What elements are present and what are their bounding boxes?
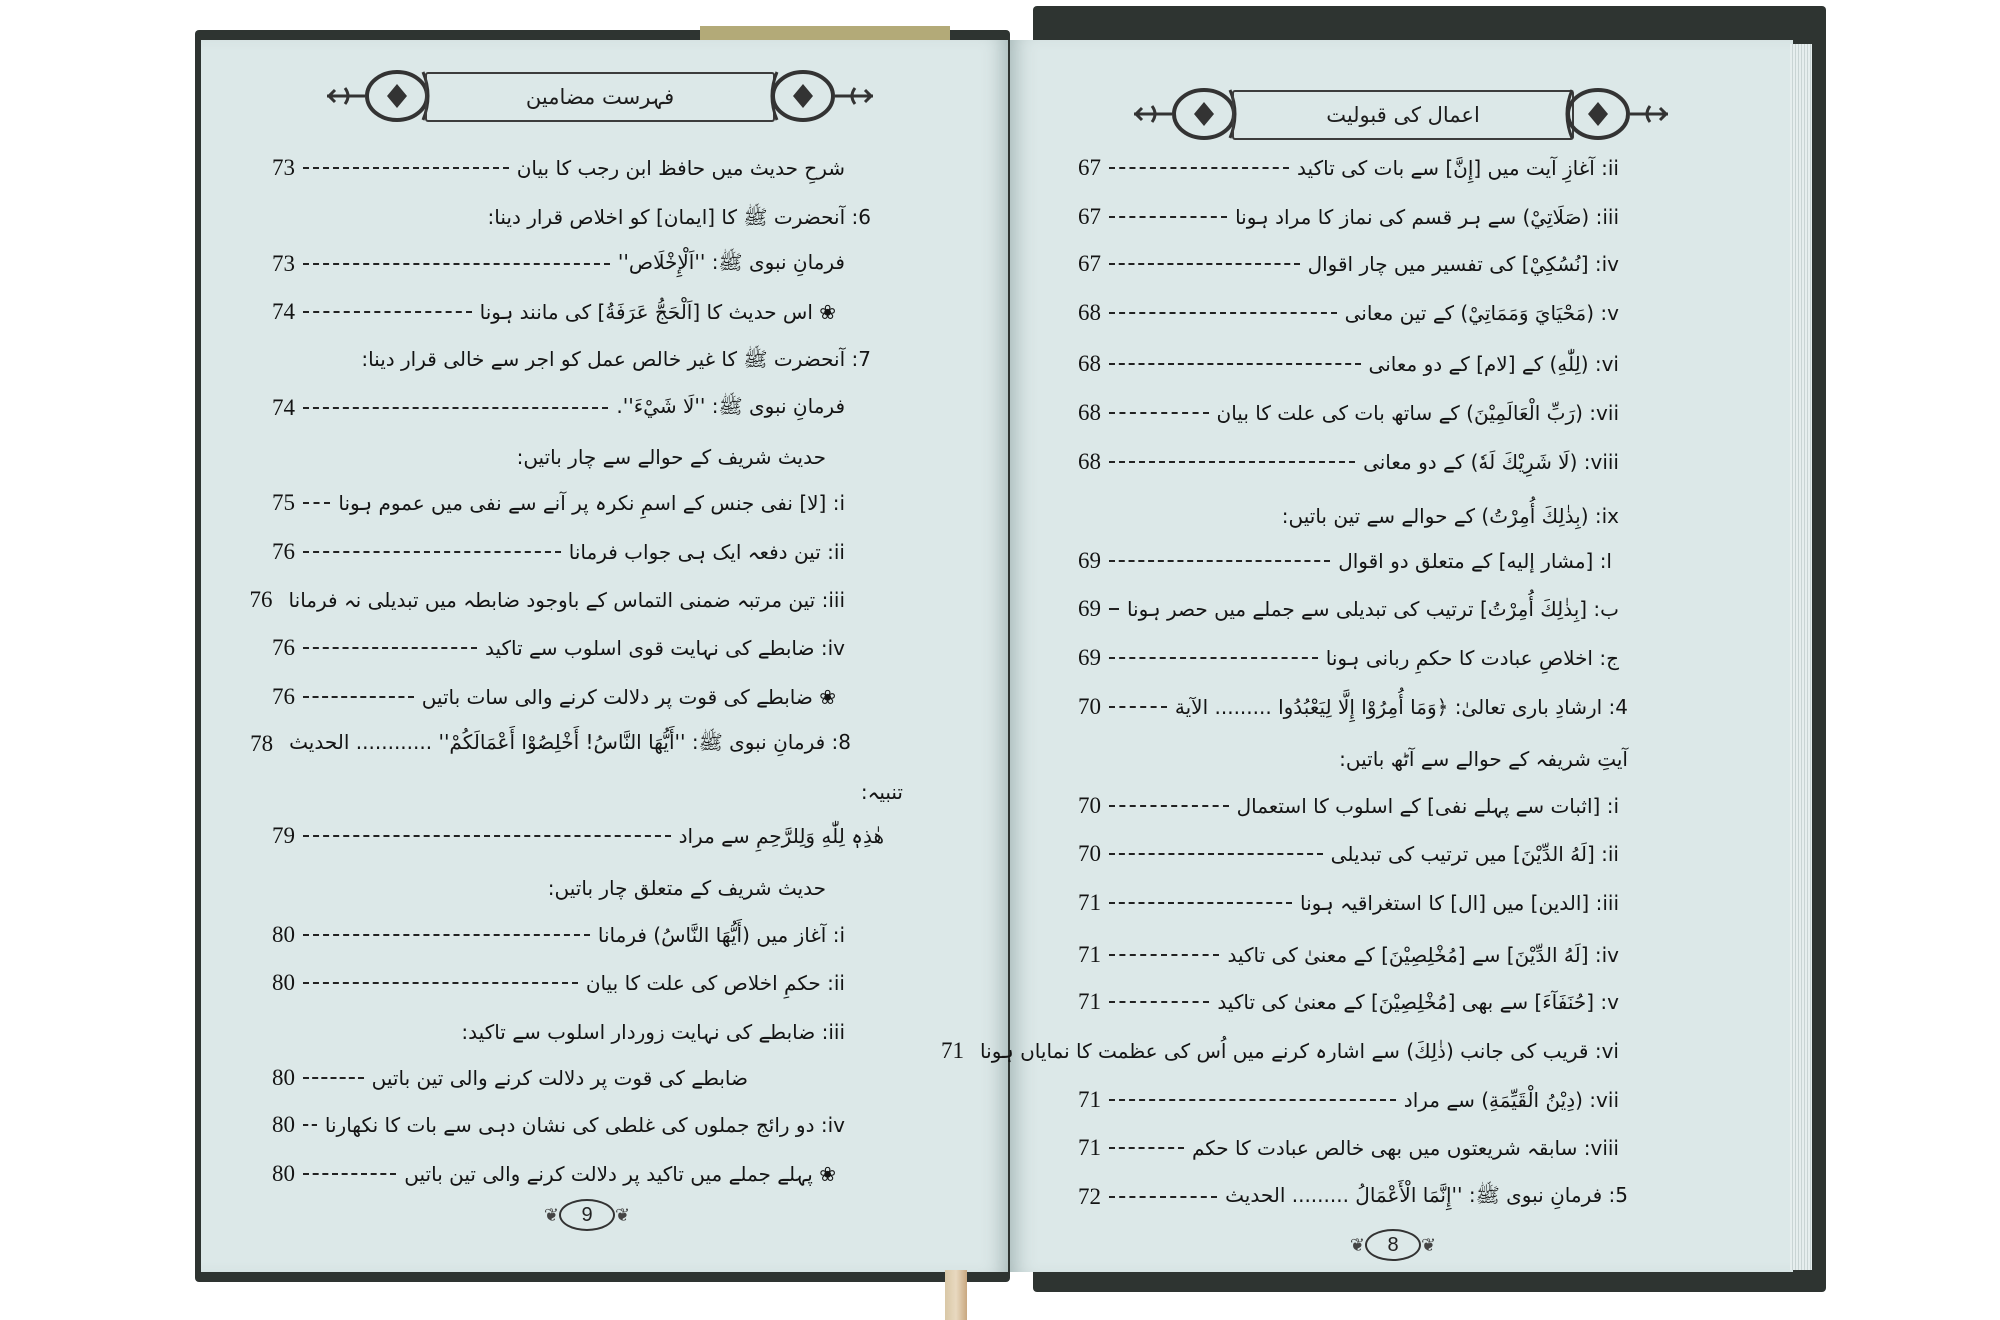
dotted-leader — [303, 982, 578, 984]
dotted-leader — [1109, 216, 1227, 218]
toc-page-number: 80 — [272, 1112, 295, 1137]
toc-entry — [272, 1154, 836, 1194]
toc-section-heading: 7: آنحضرت ﷺ کا غیر خالص عمل کو اجر سے خالی قرار دینا: — [361, 346, 871, 371]
toc-page-number: 75 — [272, 490, 295, 515]
toc-page-number: 79 — [272, 823, 295, 848]
toc-page-number: 71 — [1078, 890, 1101, 915]
right-page-number — [1338, 1228, 1448, 1262]
toc-entry — [1078, 883, 1619, 923]
toc-entry — [272, 388, 845, 428]
toc-entry — [1078, 834, 1619, 874]
toc-page-number: 68 — [1078, 351, 1101, 376]
toc-entry-title: ❀ پہلے جملے میں تاکید پر دلالت کرنے والی تین باتیں — [404, 1162, 836, 1186]
toc-section-heading: iii: ضابطے کی نہایت زوردار اسلوب سے تاکید: — [461, 1020, 845, 1044]
toc-entry — [272, 1105, 845, 1145]
toc-entry — [272, 292, 836, 332]
toc-page-number: 76 — [249, 587, 273, 612]
toc-entry — [1078, 1177, 1628, 1217]
toc-entry — [941, 1031, 1619, 1071]
folio-flourish-icon: ❦ — [1349, 1234, 1365, 1256]
toc-entry — [272, 199, 871, 239]
toc-entry-title: ❀ ضابطے کی قوت پر دلالت کرنے والی سات باتیں — [421, 685, 836, 709]
toc-entry-title: ii: تین دفعہ ایک ہی جواب فرمانا — [568, 540, 845, 564]
dotted-leader — [1109, 608, 1119, 610]
toc-entry — [1078, 393, 1619, 433]
toc-page-number: 68 — [1078, 400, 1101, 425]
dotted-leader — [1109, 1196, 1217, 1198]
toc-entry — [272, 148, 845, 188]
dotted-leader — [1109, 363, 1361, 365]
dotted-leader — [1109, 706, 1167, 708]
toc-entry — [1078, 589, 1619, 629]
toc-entry-title: vi: قریب کی جانب (ذٰلِكَ) سے اشارہ کرنے میں اُس کی عظمت کا نمایاں ہونا — [980, 1039, 1619, 1063]
toc-entry — [249, 580, 845, 620]
dotted-leader — [303, 502, 330, 504]
toc-entry-title: ضابطے کی قوت پر دلالت کرنے والی تین باتیں — [371, 1066, 748, 1090]
toc-entry — [272, 868, 826, 908]
toc-entry-title: i: آغاز میں (أَيُّهَا النَّاسُ) فرمانا — [597, 923, 845, 947]
toc-page-number: 76 — [272, 684, 295, 709]
bookmark-ribbon — [945, 1270, 967, 1320]
toc-entry — [272, 1058, 748, 1098]
toc-entry — [1078, 344, 1619, 384]
toc-entry-title: ❀ اس حدیث کا [اَلْحَجُّ عَرَفَةُ] کی مانند ہونا — [479, 300, 836, 324]
toc-entry — [1078, 1080, 1619, 1120]
toc-entry-title: ج: اخلاصِ عبادت کا حکمِ ربانی ہونا — [1325, 646, 1619, 670]
dotted-leader — [303, 1124, 317, 1126]
toc-entry-title: vi: (لِلّٰهِ) کے [لام] کے دو معانی — [1368, 352, 1619, 376]
dotted-leader — [303, 311, 472, 313]
toc-entry-title: i: [لا] نفی جنس کے اسمِ نکرہ پر آنے سے نفی میں عموم ہونا — [338, 491, 845, 515]
toc-entry-title: iii: [الدین] میں [ال] کا استغراقیہ ہونا — [1300, 891, 1619, 915]
toc-section-heading: ix: (بِذٰلِكَ أُمِرْتُ) کے حوالے سے تین باتیں: — [1281, 504, 1619, 528]
ornament-left-icon — [1132, 84, 1242, 144]
toc-entry-title: viii: سابقہ شریعتوں میں بھی خالص عبادت کا حکم — [1191, 1136, 1619, 1160]
toc-entry-title: viii: (لَا شَرِيْكَ لَهٗ) کے دو معانی — [1363, 450, 1619, 474]
toc-entry — [1078, 197, 1619, 237]
toc-entry-title: شرحِ حدیث میں حافظ ابن رجب کا بیان — [516, 156, 845, 180]
toc-entry-title: ب: [بِذٰلِكَ أُمِرْتُ] ترتیب کی تبدیلی سے جملے میں حصر ہونا — [1126, 597, 1619, 621]
toc-page-number: 76 — [272, 635, 295, 660]
toc-entry-title: iii: تین مرتبہ ضمنی التماس کے باوجود ضابطہ میں تبدیلی نہ فرمانا — [288, 588, 845, 612]
dotted-leader — [303, 263, 610, 265]
folio-flourish-icon: ❦ — [543, 1204, 559, 1226]
ornament-right-icon — [1560, 84, 1670, 144]
toc-entry — [272, 677, 836, 717]
toc-page-number: 67 — [1078, 155, 1101, 180]
toc-entry — [1078, 244, 1619, 284]
toc-page-number: 80 — [272, 922, 295, 947]
toc-entry — [1078, 1128, 1619, 1168]
toc-entry-title: vii: (رَبِّ الْعَالَمِيْنَ) کے ساتھ بات کی علت کا بیان — [1216, 401, 1619, 425]
page-title: اعمال کی قبولیت — [1232, 90, 1574, 140]
toc-entry-title: v: [حُنَفَآءَ] سے بھی [مُخْلِصِيْنَ] کے معنیٰ کی تاکید — [1217, 990, 1619, 1014]
dotted-leader — [1109, 902, 1292, 904]
dotted-leader — [1109, 853, 1323, 855]
toc-entry-title: هٰذِهٖ لِلّٰهِ وَلِلرَّحِمِ سے مراد — [678, 824, 884, 848]
folio-flourish-icon: ❦ — [615, 1204, 631, 1226]
toc-page-number: 70 — [1078, 694, 1101, 719]
toc-page-number: 73 — [272, 155, 295, 180]
dotted-leader — [1109, 560, 1330, 562]
toc-entry — [272, 244, 845, 284]
toc-page-number: 71 — [1078, 989, 1101, 1014]
dotted-leader — [1109, 167, 1289, 169]
toc-entry-title: 4: ارشادِ باری تعالیٰ: ﴿وَمَا أُمِرُوْا إِلَّا لِيَعْبُدُوا ......... الآية — [1174, 695, 1628, 719]
toc-page-number: 68 — [1078, 300, 1101, 325]
dotted-leader — [303, 1077, 364, 1079]
toc-page-number: 71 — [1078, 1135, 1101, 1160]
toc-entry — [272, 532, 845, 572]
toc-entry — [272, 772, 903, 812]
toc-entry — [1078, 786, 1619, 826]
ornament-right-icon — [765, 66, 875, 126]
toc-entry — [272, 341, 871, 381]
dotted-leader — [1109, 657, 1318, 659]
toc-page-number: 73 — [272, 251, 295, 276]
toc-entry — [1078, 739, 1628, 779]
toc-entry — [1078, 687, 1628, 727]
toc-page-number: 78 — [250, 731, 274, 756]
dotted-leader — [303, 167, 509, 169]
toc-entry-title: i: [اثبات سے پہلے نفی] کے اسلوب کا استعمال — [1236, 794, 1619, 818]
dotted-leader — [303, 647, 477, 649]
toc-entry-title: iv: ضابطے کی نہایت قوی اسلوب سے تاکید — [484, 636, 845, 660]
dotted-leader — [1109, 263, 1300, 265]
dotted-leader — [303, 407, 608, 409]
toc-entry-title: ii: حکمِ اخلاص کی علت کا بیان — [585, 971, 845, 995]
toc-page-number: 74 — [272, 395, 295, 420]
toc-entry-title: v: (مَحْيَايَ وَمَمَاتِيْ) کے تین معانی — [1344, 301, 1619, 325]
toc-section-heading: تنبیہ: — [860, 780, 903, 804]
toc-entry-title: iii: (صَلَاتِيْ) سے ہر قسم کی نماز کا مراد ہونا — [1235, 205, 1619, 229]
toc-section-heading: حدیث شریف کے متعلق چار باتیں: — [547, 876, 826, 900]
dotted-leader — [1109, 412, 1209, 414]
toc-entry — [1078, 638, 1619, 678]
toc-entry — [272, 628, 845, 668]
toc-entry — [1078, 496, 1619, 536]
toc-page-number: 80 — [272, 970, 295, 995]
toc-entry — [1078, 541, 1612, 581]
toc-page-number: 70 — [1078, 841, 1101, 866]
toc-page-number: 69 — [1078, 645, 1101, 670]
toc-page-number: 71 — [1078, 1087, 1101, 1112]
toc-entry — [272, 963, 845, 1003]
toc-entry-title: ii: [لَهُ الدِّيْنَ] میں ترتیب کی تبدیلی — [1330, 842, 1619, 866]
toc-section-heading: 6: آنحضرت ﷺ کا [ایمان] کو اخلاص قرار دینا: — [487, 204, 871, 229]
toc-entry — [1078, 982, 1619, 1022]
right-page-header — [1132, 84, 1667, 144]
toc-entry — [1078, 148, 1619, 188]
toc-page-number: 74 — [272, 299, 295, 324]
toc-page-number: 68 — [1078, 449, 1101, 474]
toc-entry — [1078, 293, 1619, 333]
left-page-header — [325, 66, 875, 126]
dotted-leader — [1109, 805, 1229, 807]
toc-page-number: 80 — [272, 1065, 295, 1090]
toc-page-number: 71 — [1078, 942, 1101, 967]
toc-entry — [272, 915, 845, 955]
toc-entry-title: فرمانِ نبوی ﷺ: ''اَلْإِخْلَاص'' — [617, 249, 845, 274]
toc-entry — [272, 483, 845, 523]
toc-page-number: 71 — [941, 1038, 965, 1063]
page-title: فہرست مضامین — [425, 72, 775, 122]
page-number-text: 9 — [559, 1199, 615, 1231]
dotted-leader — [1109, 312, 1337, 314]
toc-entry-title: vii: (دِيْنُ الْقَيِّمَةِ) سے مراد — [1403, 1088, 1619, 1112]
dotted-leader — [303, 835, 671, 837]
toc-entry — [1078, 935, 1619, 975]
dotted-leader — [1109, 954, 1219, 956]
toc-entry-title: iv: دو رائج جملوں کی غلطی کی نشان دہی سے بات کا نکھارنا — [324, 1113, 845, 1137]
left-page-number — [532, 1198, 642, 1232]
ornament-left-icon — [325, 66, 435, 126]
toc-page-number: 69 — [1078, 548, 1101, 573]
toc-entry-title: iv: [نُسُكِيْ] کی تفسیر میں چار اقوال — [1307, 252, 1619, 276]
dotted-leader — [303, 696, 414, 698]
toc-entry-title: 8: فرمانِ نبوی ﷺ: ''أَيُّهَا النَّاسُ! أَخْلِصُوْا أَعْمَالَكُمْ'' ............ الحدیث — [289, 729, 851, 754]
dotted-leader — [1109, 1099, 1396, 1101]
toc-page-number: 80 — [272, 1161, 295, 1186]
toc-page-number: 67 — [1078, 204, 1101, 229]
toc-page-number: 72 — [1078, 1184, 1101, 1209]
page-number-text: 8 — [1365, 1229, 1421, 1261]
dotted-leader — [1109, 1001, 1209, 1003]
dotted-leader — [303, 934, 590, 936]
toc-entry-title: ا: [مشار إلیه] کے متعلق دو اقوال — [1338, 549, 1612, 573]
toc-entry — [1078, 442, 1619, 482]
toc-page-number: 67 — [1078, 251, 1101, 276]
toc-section-heading: آیتِ شریفہ کے حوالے سے آٹھ باتیں: — [1339, 747, 1628, 771]
toc-page-number: 70 — [1078, 793, 1101, 818]
dotted-leader — [303, 551, 561, 553]
dotted-leader — [303, 1173, 396, 1175]
toc-entry-title: فرمانِ نبوی ﷺ: ''لَا شَيْءَ''. — [616, 393, 845, 418]
toc-entry-title: ii: آغازِ آیت میں [إِنَّ] سے بات کی تاکید — [1297, 156, 1619, 180]
toc-entry — [272, 816, 884, 856]
toc-entry-title: iv: [لَهُ الدِّيْنَ] سے [مُخْلِصِيْنَ] کے معنیٰ کی تاکید — [1227, 943, 1619, 967]
toc-entry — [250, 724, 851, 764]
toc-entry-title: 5: فرمانِ نبوی ﷺ: ''إِنَّمَا الْأَعْمَالُ ......... الحدیث — [1225, 1182, 1628, 1207]
toc-page-number: 76 — [272, 539, 295, 564]
dotted-leader — [1109, 461, 1355, 463]
page-stack-edge — [1790, 44, 1812, 1270]
dotted-leader — [1109, 1147, 1184, 1149]
folio-flourish-icon: ❦ — [1421, 1234, 1437, 1256]
toc-page-number: 69 — [1078, 596, 1101, 621]
toc-entry — [272, 437, 826, 477]
toc-entry — [272, 1012, 845, 1052]
toc-section-heading: حدیث شریف کے حوالے سے چار باتیں: — [516, 445, 826, 469]
